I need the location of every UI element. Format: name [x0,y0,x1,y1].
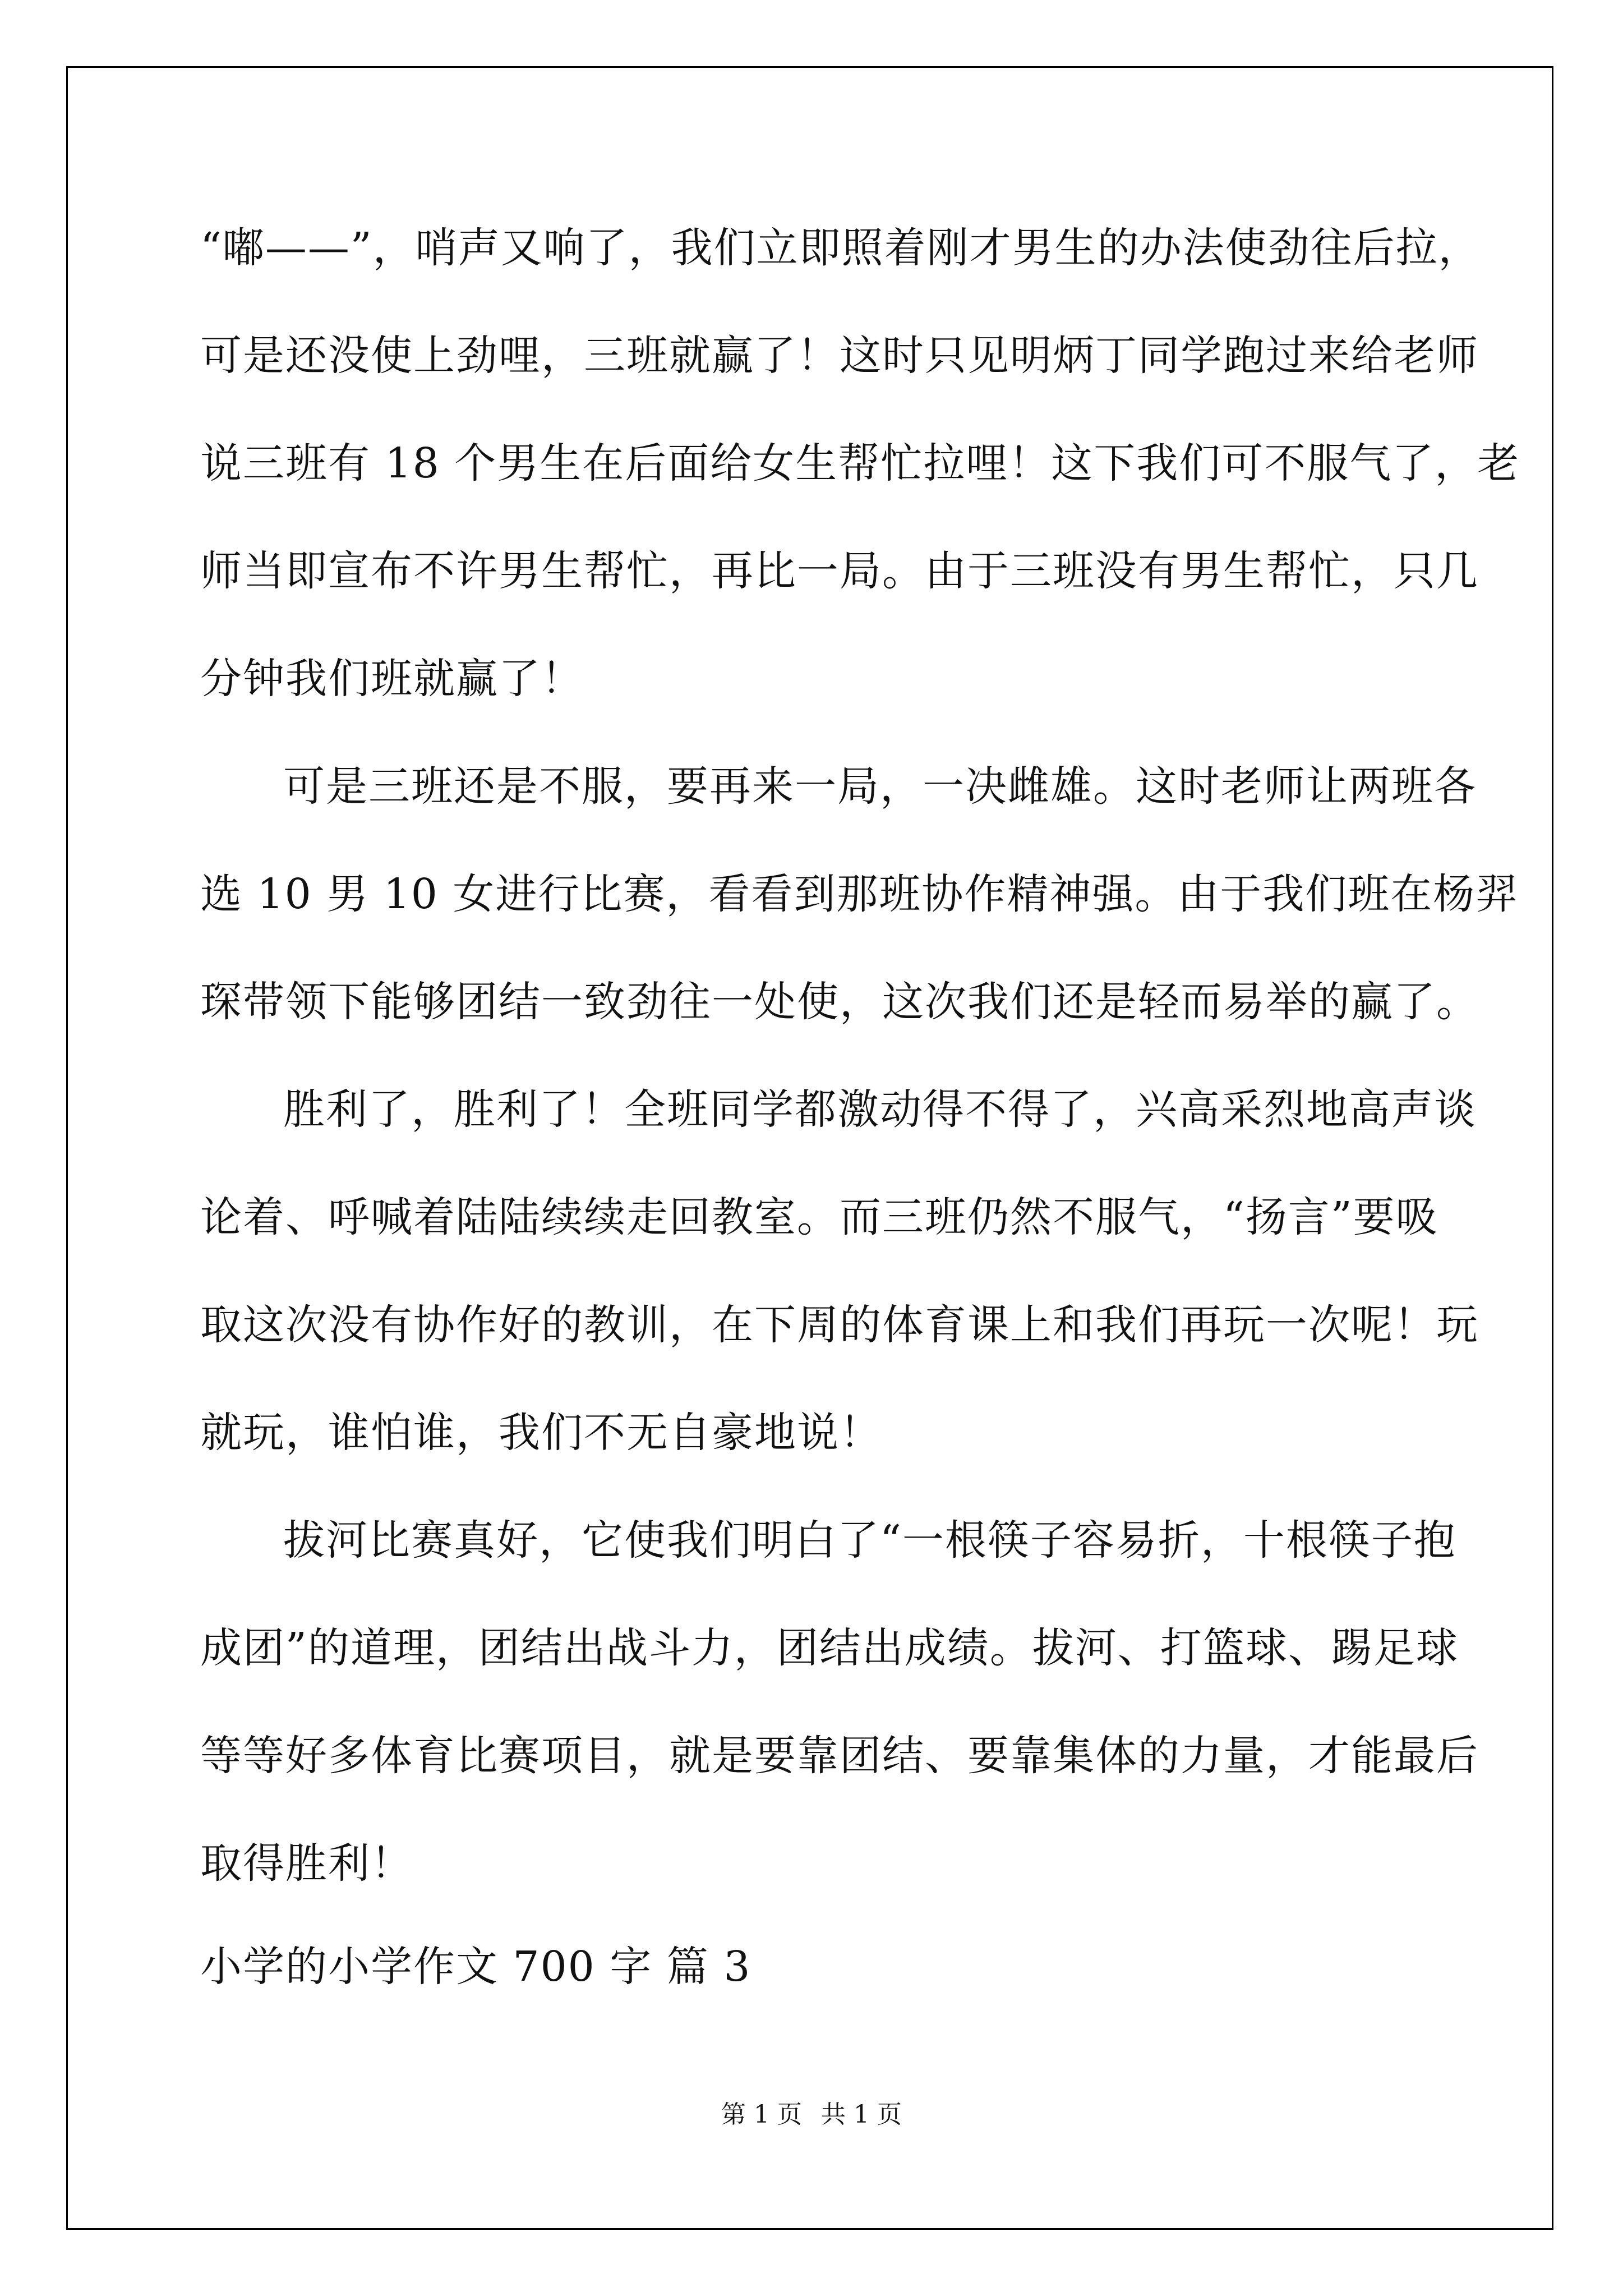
paragraph-line: “嘟——”，哨声又响了，我们立即照着刚才男生的办法使劲往后拉， [200,224,1481,272]
page-number-total: 共 1 页 [821,2100,902,2129]
paragraph-line: 取这次没有协作好的教训，在下周的体育课上和我们再玩一次呢！玩 [200,1301,1479,1349]
paragraph-line: 成团”的道理，团结出战斗力，团结出成绩。拔河、打篮球、踢足球 [200,1624,1459,1672]
paragraph-line: 琛带领下能够团结一致劲往一处使，这次我们还是轻而易举的赢了。 [200,978,1479,1026]
page-number-current: 第 1 页 [721,2100,802,2129]
page-footer [0,2098,1623,2132]
paragraph-line: 选 10 男 10 女进行比赛，看看到那班协作精神强。由于我们班在杨羿 [200,870,1519,918]
paragraph-line: 说三班有 18 个男生在后面给女生帮忙拉哩！这下我们可不服气了，老 [200,439,1520,487]
paragraph-line: 可是三班还是不服，要再来一局，一决雌雄。这时老师让两班各 [283,762,1477,811]
paragraph-line: 就玩，谁怕谁，我们不无自豪地说！ [200,1409,882,1457]
paragraph-line: 取得胜利！ [200,1839,413,1888]
paragraph-line: 拔河比赛真好，它使我们明白了“一根筷子容易折，十根筷子抱 [283,1516,1456,1565]
paragraph-line: 分钟我们班就赢了！ [200,655,584,703]
section-heading: 小学的小学作文 700 字 篇 3 [200,1943,751,1991]
paragraph-line: 胜利了，胜利了！全班同学都激动得不得了，兴高采烈地高声谈 [283,1085,1477,1134]
paragraph-line: 可是还没使上劲哩，三班就赢了！这时只见明炳丁同学跑过来给老师 [200,332,1479,380]
paragraph-line: 论着、呼喊着陆陆续续走回教室。而三班仍然不服气，“扬言”要吸 [200,1193,1438,1241]
paragraph-line: 师当即宣布不许男生帮忙，再比一局。由于三班没有男生帮忙，只几 [200,547,1479,595]
paragraph-line: 等等好多体育比赛项目，就是要靠团结、要靠集体的力量，才能最后 [200,1732,1479,1780]
